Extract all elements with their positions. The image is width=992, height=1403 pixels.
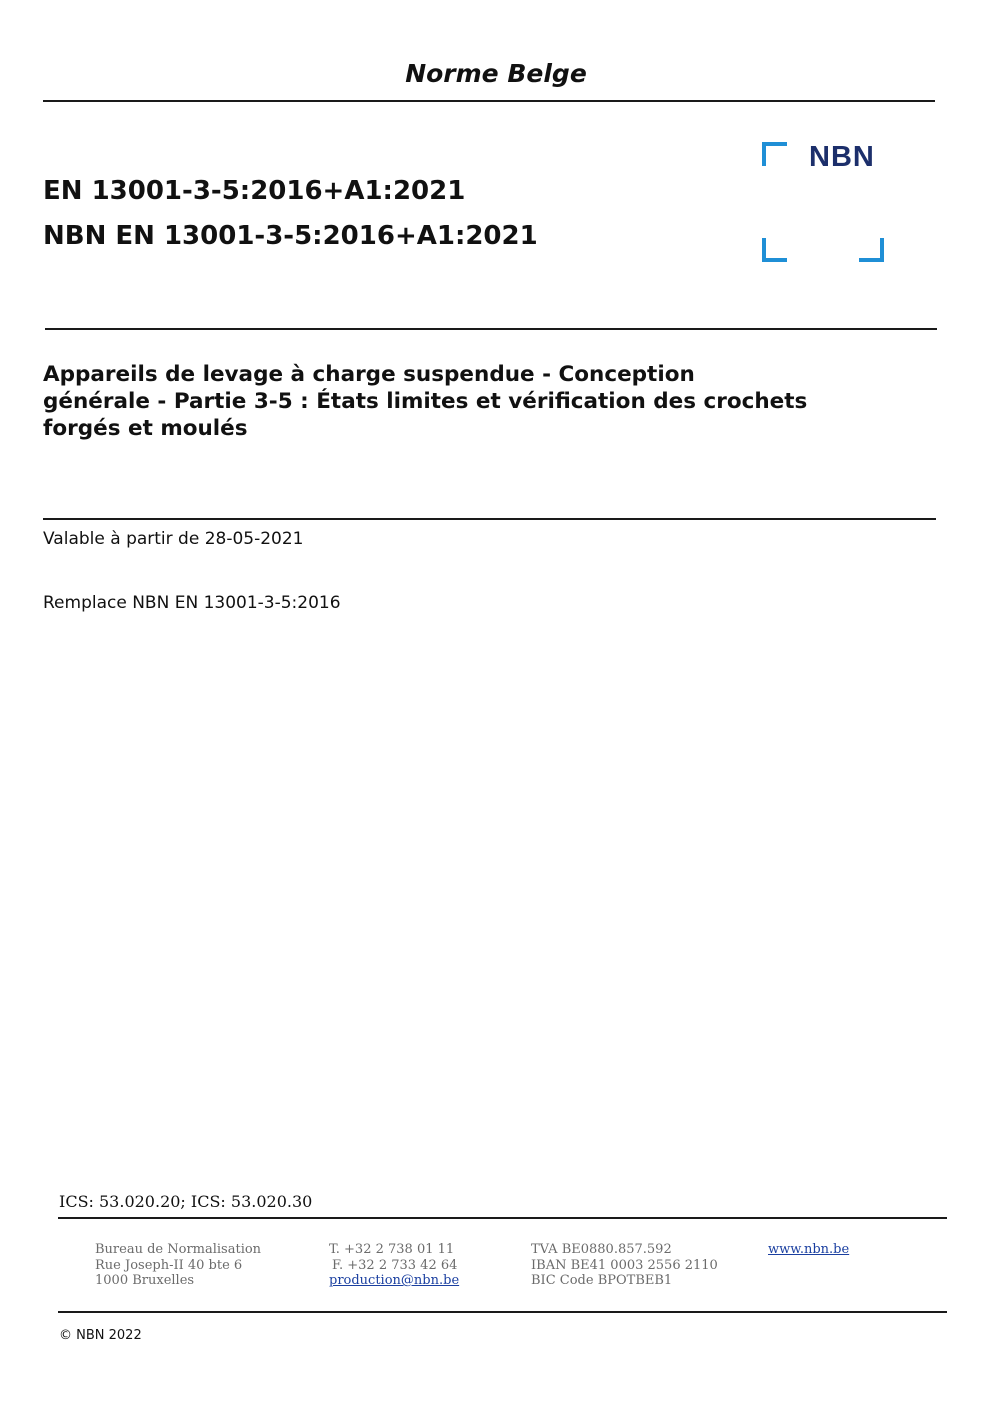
footer-contact: [329, 1242, 459, 1289]
tva-number: TVA BE0880.857.592: [531, 1242, 672, 1257]
footer-bottom-divider: [58, 1311, 947, 1313]
fax-number: F. +32 2 733 42 64: [332, 1257, 458, 1273]
validity-date: Valable à partir de 28-05-2021: [43, 529, 304, 549]
address-line: Rue Joseph-II 40 bte 6: [95, 1257, 243, 1273]
logo-text: NBN: [809, 141, 875, 173]
logo-corner-bottom-right: [859, 238, 884, 262]
address-line: Bureau de Normalisation: [95, 1242, 262, 1257]
title-line: forgés et moulés: [43, 416, 248, 441]
email-link[interactable]: production@nbn.be: [329, 1273, 460, 1289]
iban-number: IBAN BE41 0003 2556 2110: [531, 1257, 718, 1273]
logo-corner-top-left: [762, 142, 787, 166]
bic-code: BIC Code BPOTBEB1: [531, 1273, 673, 1289]
nbn-logo: [762, 142, 884, 262]
page-header-title: Norme Belge: [405, 59, 587, 88]
en-standard-code: EN 13001-3-5:2016+A1:2021: [43, 176, 466, 206]
address-line: 1000 Bruxelles: [95, 1273, 195, 1289]
logo-corner-bottom-left: [762, 238, 787, 262]
copyright-notice: © NBN 2022: [59, 1328, 142, 1343]
footer-bank: [531, 1242, 718, 1289]
document-title: [43, 361, 923, 442]
footer-web: [768, 1242, 849, 1258]
codes-divider: [45, 328, 937, 330]
footer-top-divider: [58, 1217, 947, 1219]
nbn-standard-code: NBN EN 13001-3-5:2016+A1:2021: [43, 221, 538, 251]
phone-number: T. +32 2 738 01 11: [329, 1242, 455, 1257]
footer-address: [95, 1242, 261, 1289]
website-link[interactable]: www.nbn.be: [768, 1242, 850, 1257]
ics-codes: ICS: 53.020.20; ICS: 53.020.30: [59, 1192, 313, 1211]
replaces-note: Remplace NBN EN 13001-3-5:2016: [43, 593, 341, 613]
title-divider: [43, 518, 936, 520]
title-line: générale - Partie 3-5 : États limites et vérification des crochets: [43, 389, 808, 414]
title-line: Appareils de levage à charge suspendue - Conception: [43, 362, 695, 387]
header-divider: [43, 100, 935, 102]
